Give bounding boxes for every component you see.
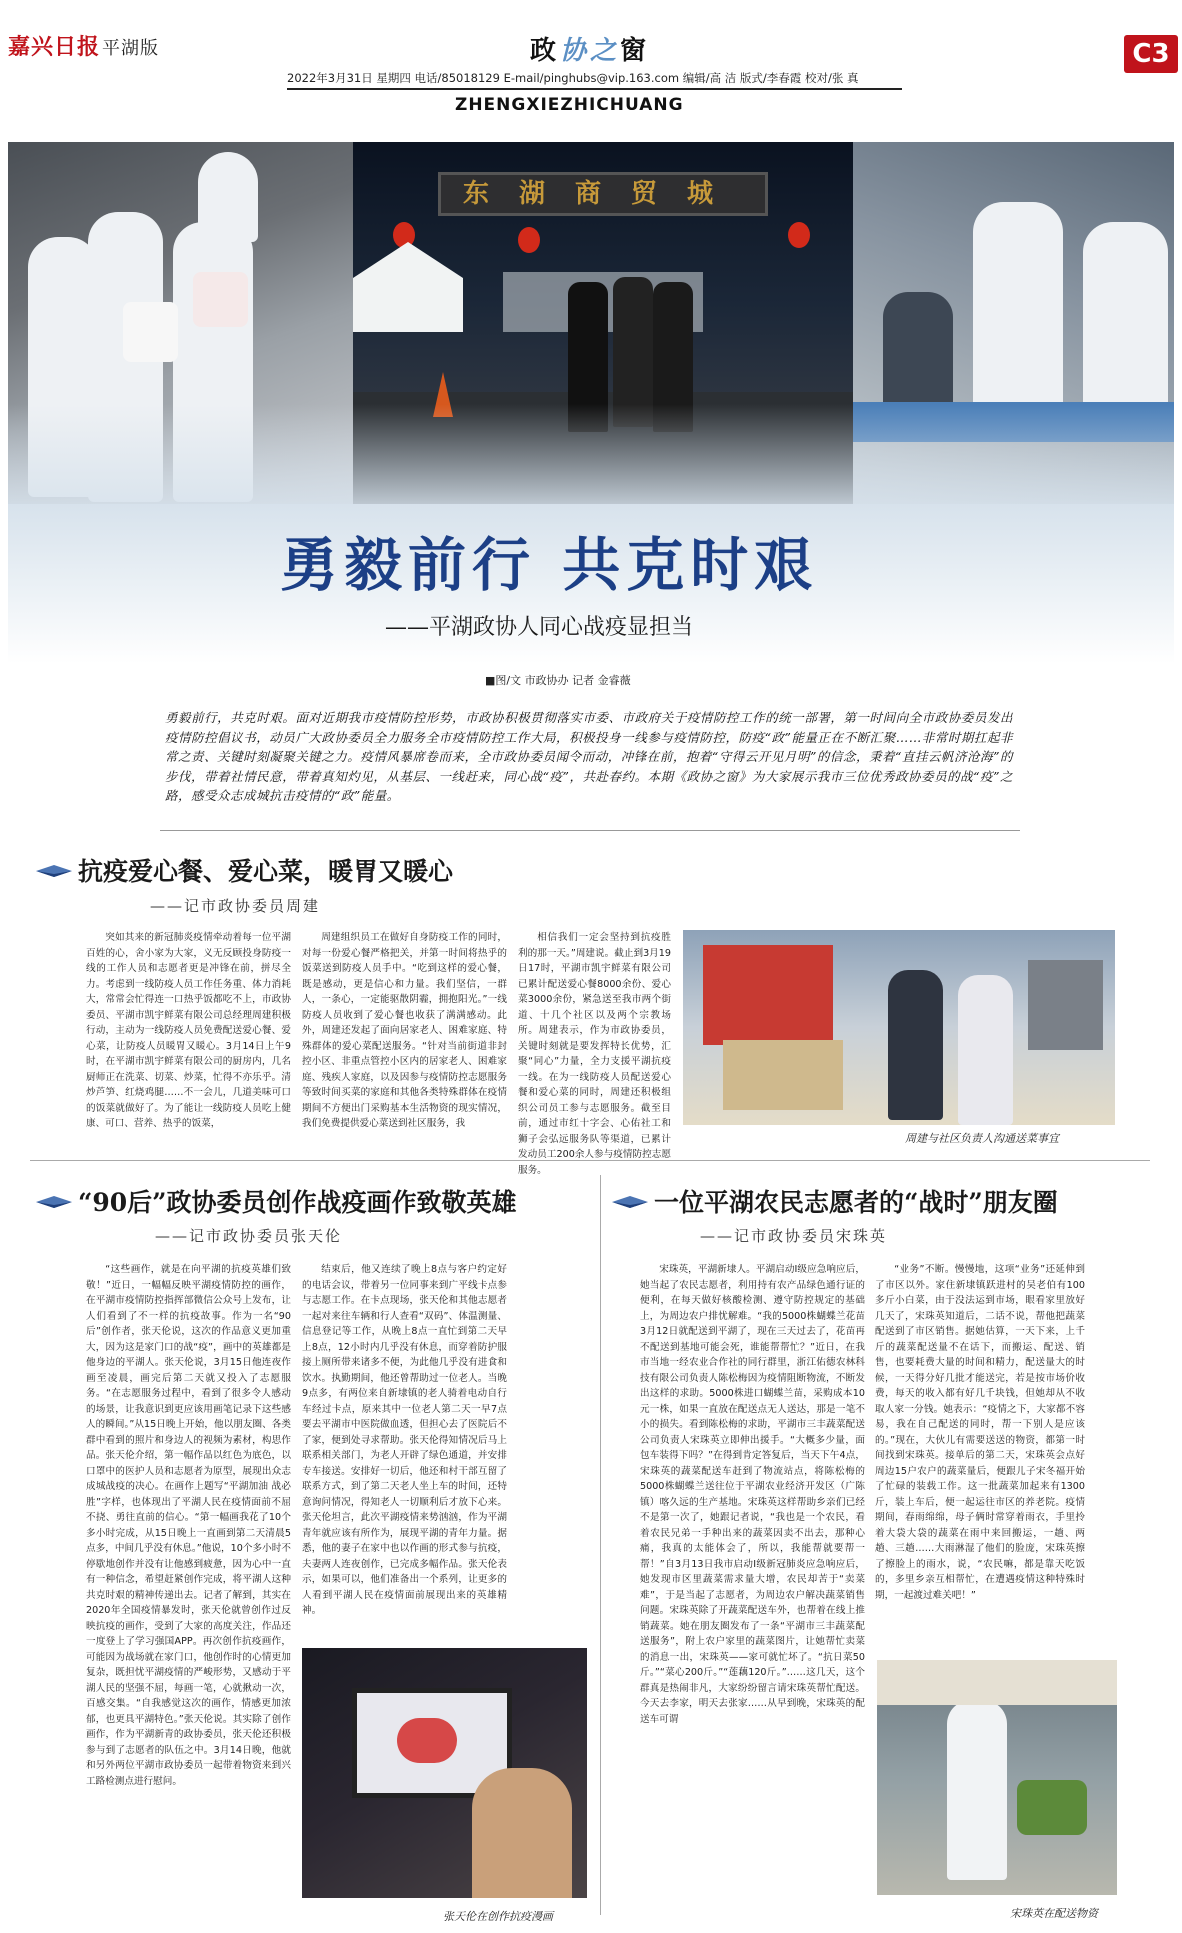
lantern-icon — [518, 227, 540, 253]
page-number-badge: C3 — [1124, 35, 1178, 73]
main-title: 勇毅前行 共克时艰 — [280, 531, 819, 599]
banner-fade — [8, 404, 1174, 504]
photo-wall — [877, 1660, 1117, 1705]
article1-text: 突如其来的新冠肺炎疫情牵动着每一位平湖百姓的心，舍小家为大家，义无反顾投身防疫一线的工作人员和志愿者更是冲锋在前，拼尽全力。考虑到一线防疫人员工作任务重、体力消耗大，常常会忙得连一口热乎饭都吃不上，市政协委员、平湖市凯宇鲜菜有限公司总经理周建积极行动，主动为一线防疫人员免费配送爱心餐、爱心菜，让防疫人员暖胃又暖心。3月14日上午9时，在平湖市凯宇鲜菜有限公司的厨房内，几名厨师正在洗菜、切菜、炒菜，忙得不亦乐乎。清炒芦笋、红烧鸡腿……不一会儿，几道美味可口的饭菜就做好了。为了能让一线防疫人员吃上健康、可口、营养、热乎的饭菜， — [86, 932, 291, 1129]
column-pinyin: ZHENGXIEZHICHUANG — [455, 95, 684, 115]
article1-text: 周建组织员工在做好自身防疫工作的同时，对每一份爱心餐严格把关，并第一时间将热乎的饭菜送到防疫人员手中。“吃到这样的爱心餐，既是感动，更是信心和力量。我们坚信，一群人，一条心，一定能驱散阴霾，拥抱阳光。”一线防疫人员收到了爱心餐也收获了满满感动。此外，周建还发起了面向居家老人、困难家庭、特殊群体的爱心菜配送服务。“针对当前街道非封控小区、非重点管控小区内的居家老人、困难家庭、残疾人家庭，以及因参与疫情防控志愿服务等致时间买菜的家庭和其他各类特殊群体在疫情期间不方便出门采购基本生活物资的现实情况，我们免费提供爱心菜送到社区服务，我 — [302, 932, 507, 1129]
section-diamond-icon — [612, 1196, 648, 1208]
article2-column — [86, 1262, 291, 1902]
article1-text: 相信我们一定会坚持到抗疫胜利的那一天。”周建说。截止到3月19日17时，平湖市凯宇鲜菜有限公司已累计配送爱心餐8000余份、爱心菜3000余份，紧急送至我市两个街道、十几个社区以及两个宗教场所。周建表示，作为市政协委员，关键时刻就是要发挥特长优势，汇聚“同心”力量，全力支援平湖抗疫一线。在为一线防疫人员配送爱心餐和爱心菜的同时，周建还积极组织公司员工参与志愿服务。截至目前，通过市红十字会、心佑社工和狮子会弘远服务队等渠道，已累计发动员工200余人参与疫情防控志愿服务。 — [518, 932, 671, 1176]
article1-column — [86, 930, 291, 1140]
article2-text: “这些画作，就是在向平湖的抗疫英雄们致敬！”近日，一幅幅反映平湖疫情防控的画作，在平湖市疫情防控指挥部微信公众号上发布，让人们看到了不一样的抗疫故事。作为一名“90后”创作者，张天伦说，这次的作品意义更加重大，因为这是家门口的战“疫”，画中的英雄都是他身边的平湖人。张天伦说，3月15日他连夜作画至凌晨，画完后第二天就又投入了志愿服务。“在志愿服务过程中，看到了很多令人感动的场景，让我意识到更应该用画笔记录下这些感人的瞬间。”从15日晚上开始，他以朋友圈、各类群中看到的照片和身边人的视频为素材，构思作品。张天伦介绍，第一幅作品以红色为底色，以口罩中的医护人员和志愿者为原型，展现出众志成城战疫的决心。在画作上题写“平湖加油 战必胜”字样，也体现出了平湖人民在疫情面前不屈不挠、勇往直前的信心。“第一幅画我花了10个多小时完成，从15日晚上一直画到第二天清晨5点多，中间几乎没有休息。”他说，10个多小时不停歇地创作并没有让他感到疲惫，因为心中一直有一种信念，希望赶紧创作完成，将平湖人这种共克时艰的精神传递出去。记者了解到，其实在2020年全国疫情暴发时，张天伦就曾创作过反映抗疫的画作，受到了大家的高度关注，作品还一度登上了学习强国APP。再次创作抗疫画作，可能因为战场就在家门口，他创作时的心情更加复杂，既担忧平湖疫情的严峻形势，又感动于平湖人民的坚强不屈，每画一笔，心就揪动一次，百感交集。“自我感觉这次的画作，情感更加浓郁，也更具平湖特色。”张天伦说。其实除了创作画作，作为平湖新青的政协委员，张天伦还积极参与到了志愿者的队伍之中。3月14日晚，他就和另外两位平湖市政协委员一起带着物资来到兴工路检测点进行慰问。 — [86, 1264, 291, 1787]
photo-zhoujian — [683, 930, 1115, 1125]
article3-subtitle: ——记市政协委员宋珠英 — [700, 1227, 888, 1245]
section-divider — [30, 1160, 1150, 1161]
article1-column — [518, 930, 671, 1176]
article2-subtitle: ——记市政协委员张天伦 — [155, 1227, 343, 1245]
article2-column — [302, 1262, 507, 1637]
section-diamond-icon — [36, 1196, 72, 1208]
photo-vegetables — [1017, 1780, 1087, 1835]
intro-rule — [160, 830, 1020, 831]
masthead-logo — [8, 30, 159, 61]
photo-bag — [193, 272, 248, 327]
column-title-part: 窗 — [620, 36, 651, 66]
column-title-part: 协之 — [560, 36, 621, 66]
header-rule — [287, 88, 902, 90]
main-subtitle: ——平湖政协人同心战疫显担当 — [385, 615, 694, 640]
photo-poster — [703, 945, 833, 1045]
column-title — [530, 30, 650, 67]
article2-caption: 张天伦在创作抗疫漫画 — [443, 1910, 553, 1923]
photo-figure — [888, 970, 943, 1120]
article3-text: “业务”不断。慢慢地，这项“业务”还延伸到了市区以外。家住新埭镇跃进村的吴老伯有100多斤小白菜，由于没法运到市场，眼看家里放好几天了，宋珠英知道后，二话不说，帮他把蔬菜配送到了市区销售。据她估算，一天下来，上千斤的蔬菜配送量不在话下，而搬运、配送、销售，也要耗费大量的时间和精力，配送量大的时候，一天得分好几批才能送完，若是按市场价收费，每天的收入都有好几千块钱，但她却从不收取人家一分钱。她表示：“疫情之下，大家都不容易，我在自己配送的同时，帮一下别人是应该的。”现在，大伙儿有需要送送的物资，都第一时间找到宋珠英。接单后的第二天，宋珠英会点好周边15户农户的蔬菜量后，便跟儿子宋冬福开始了忙碌的装载工作。这一批蔬菜加起来有1300斤，装上车后，便一起运往市区的养老院。疫情期间，春雨绵绵，母子俩时常穿着雨衣，手里拎着大袋大袋的蔬菜在雨中来回搬运，一趟、两趟、三趟……大雨淋湿了他们的脸庞，宋珠英擦了擦脸上的雨水，说，“农民嘛，都是靠天吃饭的，多里乡亲互相帮忙，在遭遇疫情这种特殊时期，一起渡过难关吧！” — [875, 1264, 1085, 1601]
article3-column — [875, 1262, 1085, 1652]
article2-title: “90后”政协委员创作战疫画作致敬英雄 — [78, 1188, 517, 1217]
column-title-part: 政 — [530, 36, 561, 66]
article3-title: 一位平湖农民志愿者的“战时”朋友圈 — [654, 1188, 1058, 1217]
photo-tent — [353, 242, 463, 332]
intro-paragraph: 勇毅前行，共克时艰。面对近期我市疫情防控形势，市政协积极贯彻落实市委、市政府关于疫情防控工作的统一部署，第一时间向全市政协委员发出疫情防控倡议书，动员广大政协委员全力服务全市疫情防控工作大局，积极投身一线参与疫情防控，防疫“政”能量正在不断汇聚……非常时期扛起非常之责、关键时刻凝聚关键之力。疫情风暴席卷而来，全市政协委员闻令而动，冲锋在前，抱着“守得云开见月明”的信念，秉着“直挂云帆济沧海”的步伐，带着社情民意，带着真知灼见，从基层、一线赶来，同心战“疫”，共赴春约。本期《政协之窗》为大家展示我市三位优秀政协委员的战“疫”之路，感受众志成城抗击疫情的“政”能量。 — [165, 710, 1013, 803]
section-diamond-icon — [36, 865, 72, 877]
article3-text: 宋珠英，平湖新埭人。平湖启动I级应急响应后，她当起了农民志愿者，利用持有农产品绿色通行证的便利，在每天做好核酸检测、遵守防控规定的基础上，为周边农户排忧解难。“我的5000株蝴蝶兰花苗3月12日就配送到平湖了，现在三天过去了，花苗再不配送到基地可能会死，谁能帮帮忙？”近日，在我市当地一经农业合作社的同行群里，浙江佑德农林科技有限公司负责人陈松梅因为疫情阻断物流，不断发出这样的求助。5000株进口蝴蝶兰苗，采购成本10元一株，如果一直放在配送点无人送达，那是一笔不小的损失。看到陈松梅的求助，平湖市三丰蔬菜配送公司负责人宋珠英立即伸出援手。“大概多少量，面包车装得下吗？”在得到肯定答复后，当天下午4点，宋珠英的蔬菜配送车赶到了物流站点，将陈松梅的5000株蝴蝶兰送往位于平湖农业经济开发区（广陈镇）喀久远的生产基地。宋珠英这样帮助乡亲们已经不是第一次了，她跟记者说，“我也是一个农民，看着农民兄弟一手种出来的蔬菜因卖不出去，那种心痛，我真的太能体会了，所以，我能帮就要帮一帮！”自3月13日我市启动I级新冠肺炎应急响应后，她发现市区里蔬菜需求量大增，农民却苦于“卖菜难”，于是当起了志愿者，为周边农户解决蔬菜销售问题。宋珠英除了开蔬菜配送车外，也帮着在线上推销蔬菜。她在朋友圈发布了一条“平湖市三丰蔬菜配送服务”，附上农户家里的蔬菜图片，让她帮忙卖菜的消息一出，宋珠英——家可就忙坏了。“抗日菜50斤。”“菜心200斤。”“莲藕120斤。”……这几天，这个群真是热闹非凡，大家纷纷留言请宋珠英帮忙配送。今天去李家，明天去张家……从早到晚，宋珠英的配送车可谓 — [640, 1264, 865, 1725]
article2-text: 结束后，他又连续了晚上8点与客户约定好的电话会议，带着另一位同事来到广平线卡点参与志愿工作。在卡点现场，张天伦和其他志愿者一起对来往车辆和行人查看“双码”、体温测量、信息登记等工作，从晚上8点一直忙到第二天早上8点，12小时内几乎没有休息，而穿着防护服接上厕所带来诸多不便，为此他几乎没有进食和饮水。执勤期间，他还曾帮助过一位老人。当晚9点多，有两位来自新埭镇的老人骑着电动自行车经过卡点，原来其中一位老人第二天一早7点要去平湖市中医院做血透，但担心去了医院后不了家，便到处寻求帮助。张天伦得知情况后马上联系相关部门，为老人开辟了绿色通道，并安排专车接送。安排好一切后，他还和村干部互留了联系方式，到了第二天老人坐上车的时间，还特意询问情况，得知老人一切顺利后才放下心来。张天伦坦言，此次平湖疫情来势汹汹，作为平湖青年就应该有所作为，展现平湖的青年力量。据悉，他的妻子在家中也以作画的形式参与抗疫，夫妻两人连夜创作，已完成多幅作品。张天伦表示，如果可以，他们准备出一个系列，让更多的人看到平湖人民在疫情面前展现出来的英雄精神。 — [302, 1264, 507, 1616]
article1-caption: 周建与社区负责人沟通送菜事宜 — [905, 1132, 1059, 1145]
byline: ■图/文 市政协办 记者 金睿薇 — [485, 674, 631, 687]
photo-artwork — [397, 1718, 457, 1763]
photo-figure — [198, 152, 258, 242]
article1-subtitle: ——记市政协委员周建 — [150, 897, 321, 915]
column-divider — [600, 1175, 601, 1915]
photo-figure — [958, 975, 1013, 1125]
photo-figure — [947, 1700, 1007, 1880]
lantern-icon — [788, 222, 810, 248]
photo-window — [1028, 960, 1103, 1050]
header-info-line: 2022年3月31日 星期四 电话/85018129 E-mail/pinghubs@vip.163.com 编辑/高 洁 版式/李春霞 校对/张 真 — [287, 71, 859, 85]
lantern-icon — [393, 222, 415, 248]
photo-songzhuying — [877, 1660, 1117, 1895]
photo-gate-sign: 东湖商贸城 — [438, 172, 768, 216]
article3-column — [640, 1262, 865, 1907]
photo-banner — [8, 142, 1174, 504]
edition-label: 平湖版 — [102, 38, 160, 59]
photo-zhangtianlun — [302, 1648, 587, 1898]
article1-title: 抗疫爱心餐、爱心菜，暖胃又暖心 — [78, 857, 454, 886]
photo-boxes — [723, 1040, 843, 1110]
paper-name: 嘉兴日报 — [8, 34, 101, 60]
photo-figure — [472, 1768, 572, 1898]
article1-column — [302, 930, 507, 1140]
article3-caption: 宋珠英在配送物资 — [1010, 1907, 1098, 1920]
photo-bag — [123, 302, 178, 362]
